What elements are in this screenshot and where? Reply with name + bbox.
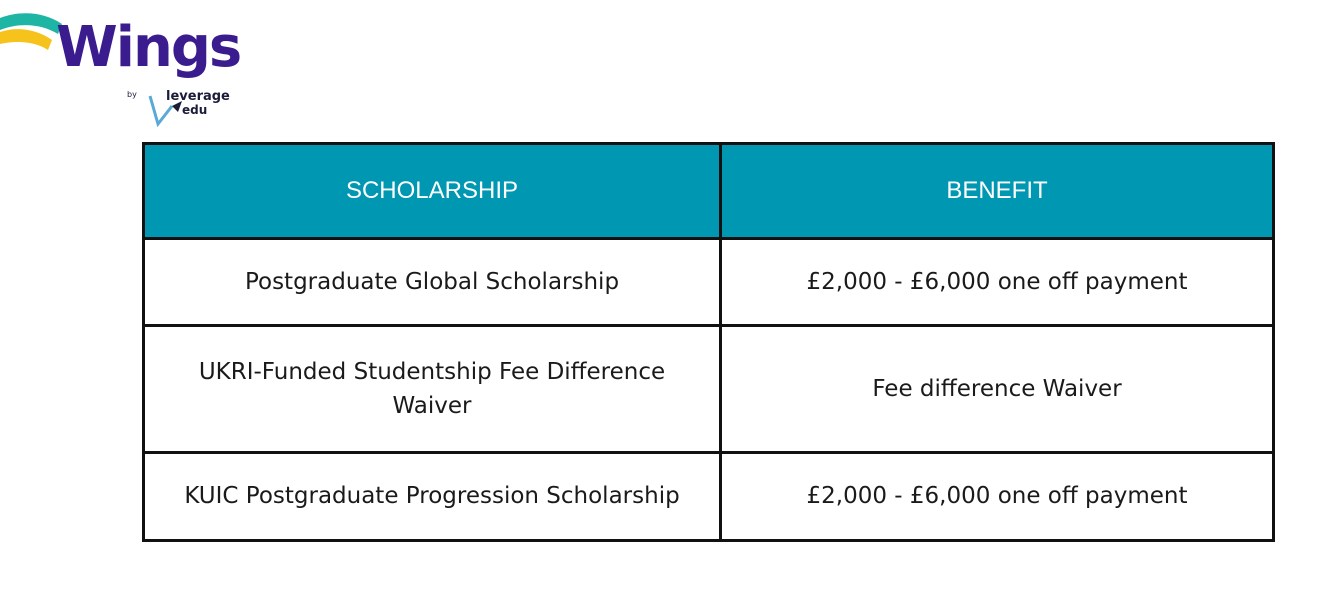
logo-edu-text: edu: [182, 103, 208, 117]
benefit-cell: Fee difference Waiver: [721, 326, 1274, 453]
scholarship-cell: Postgraduate Global Scholarship: [144, 239, 721, 326]
logo-by-text: by: [127, 90, 137, 99]
benefit-cell: £2,000 - £6,000 one off payment: [721, 453, 1274, 541]
logo-wordmark: Wings: [56, 15, 241, 80]
wings-logo: [0, 0, 240, 135]
header-benefit: BENEFIT: [721, 144, 1274, 239]
table-row: [144, 453, 1274, 541]
logo-leverage-text: leverage: [166, 89, 230, 104]
scholarship-cell: UKRI-Funded Studentship Fee Difference Waiver: [144, 326, 721, 453]
header-scholarship: SCHOLARSHIP: [144, 144, 721, 239]
scholarship-cell: KUIC Postgraduate Progression Scholarship: [144, 453, 721, 541]
table-header-row: [144, 144, 1274, 239]
benefit-cell: £2,000 - £6,000 one off payment: [721, 239, 1274, 326]
table-row: [144, 326, 1274, 453]
scholarship-table: [142, 142, 1275, 542]
table-row: [144, 239, 1274, 326]
